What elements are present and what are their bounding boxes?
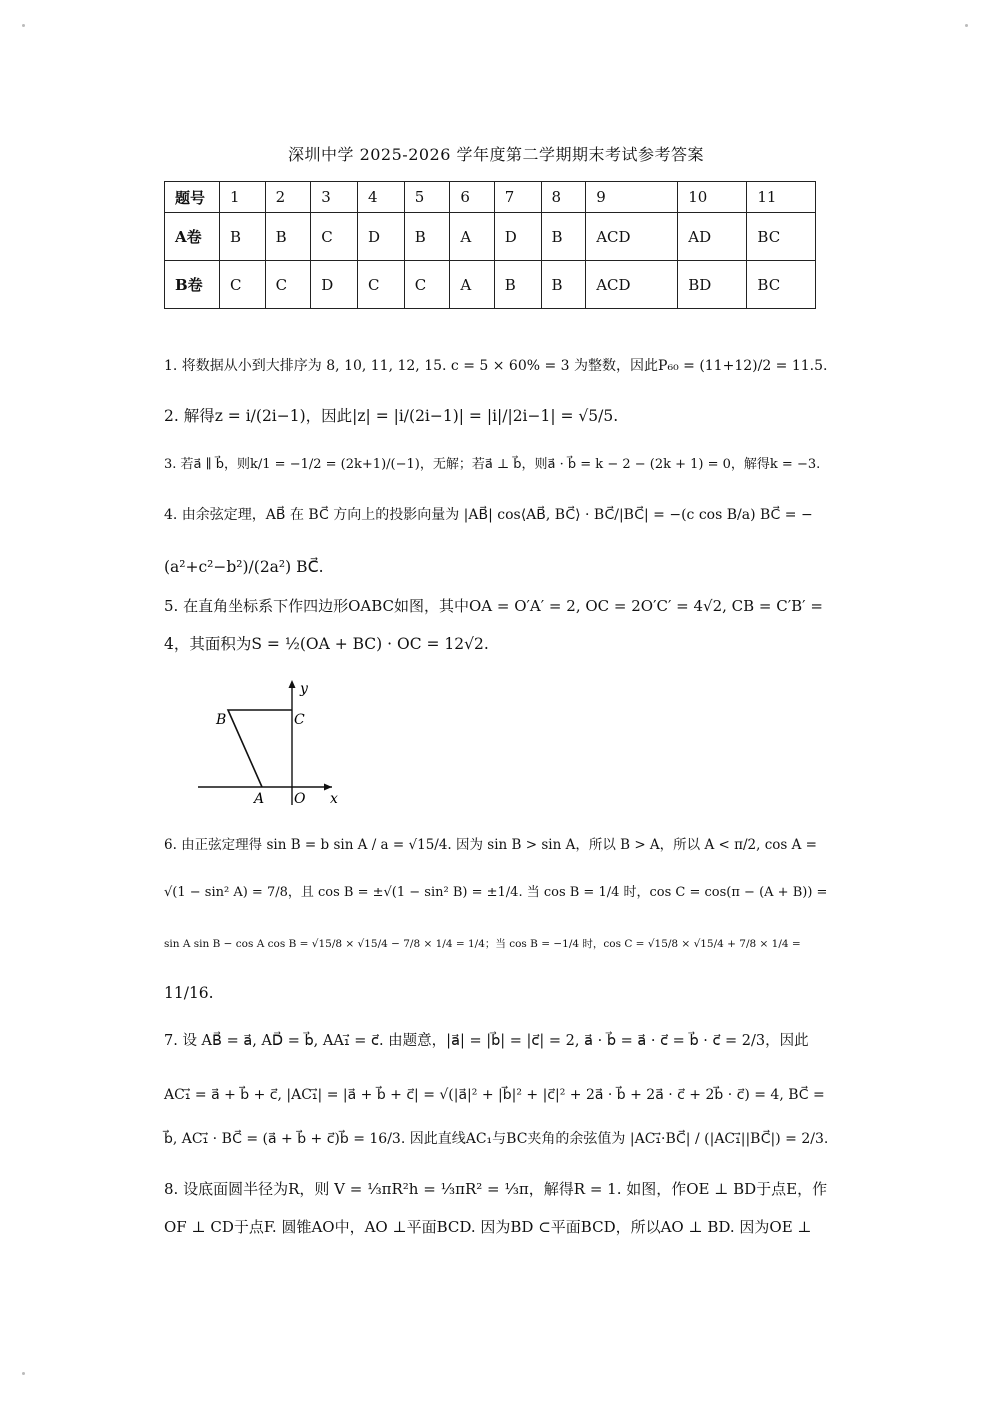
quadrilateral-edges	[228, 710, 292, 787]
question-number: 8	[541, 182, 586, 213]
answer-cell: C	[311, 213, 358, 261]
answer-cell: B	[404, 213, 450, 261]
solution-6-line-1: 6. 由正弦定理得 sin B = b sin A / a = √15/4. 因为 sin B > sin A，所以 B > A，所以 A < π/2, cos A =	[164, 837, 817, 853]
answer-cell: B	[220, 213, 266, 261]
x-axis-arrow	[324, 784, 332, 791]
question-number: 6	[450, 182, 494, 213]
solution-5-line-2: 4，其面积为S = ½(OA + BC) · OC = 12√2.	[164, 635, 489, 653]
solution-4-line-2: (a²+c²−b²)/(2a²) BC⃗.	[164, 558, 324, 576]
question-number: 1	[220, 182, 266, 213]
question-number: 10	[678, 182, 747, 213]
row-label: A卷	[165, 213, 220, 261]
label-c: C	[294, 712, 305, 728]
solution-4-line-1: 4. 由余弦定理，AB⃗ 在 BC⃗ 方向上的投影向量为 |AB⃗| cos⟨AB⃗, BC⃗⟩ · BC⃗/|BC⃗| = −(c cos B/a) BC⃗ = −	[164, 507, 813, 523]
question-number: 4	[358, 182, 405, 213]
answer-cell: B	[541, 261, 586, 309]
scan-speck	[22, 24, 25, 27]
answer-cell: D	[311, 261, 358, 309]
solution-7-line-3: b⃗, AC₁⃗ · BC⃗ = (a⃗ + b⃗ + c⃗)b⃗ = 16/3. 因此直线AC₁与BC夹角的余弦值为 |AC₁⃗·BC⃗| / (|AC₁⃗||BC⃗|) = 2/3.	[164, 1131, 829, 1147]
answer-table-header-row	[165, 182, 816, 213]
solution-7-line-2: AC₁⃗ = a⃗ + b⃗ + c⃗, |AC₁⃗| = |a⃗ + b⃗ + c⃗| = √(|a⃗|² + |b⃗|² + |c⃗|² + 2a⃗ · b⃗ + 2a⃗ · c⃗ + 2b⃗ · c⃗) = 4, BC⃗ =	[164, 1087, 825, 1103]
solution-8-line-2: OF ⊥ CD于点F. 圆锥AO中，AO ⊥平面BCD. 因为BD ⊂平面BCD，所以AO ⊥ BD. 因为OE ⊥	[164, 1218, 812, 1236]
solution-2: 2. 解得z = i/(2i−1)，因此|z| = |i/(2i−1)| = |i|/|2i−1| = √5/5.	[164, 407, 619, 425]
answer-row-a	[165, 213, 816, 261]
y-axis-arrow	[289, 680, 296, 688]
solution-6-line-4: 11/16.	[164, 984, 214, 1002]
answer-cell: BD	[678, 261, 747, 309]
question-number: 5	[404, 182, 450, 213]
answer-cell: A	[450, 213, 494, 261]
label-o: O	[294, 791, 306, 807]
solution-1: 1. 将数据从小到大排序为 8, 10, 11, 12, 15. c = 5 × 60% = 3 为整数，因此P₆₀ = (11+12)/2 = 11.5.	[164, 358, 828, 374]
solution-6-line-2: √(1 − sin² A) = 7/8，且 cos B = ±√(1 − sin² B) = ±1/4. 当 cos B = 1/4 时，cos C = cos(π − (A + B)) =	[164, 885, 828, 900]
scan-speck	[965, 24, 968, 27]
answer-cell: C	[220, 261, 266, 309]
label-a: A	[254, 791, 265, 807]
answer-cell: A	[450, 261, 494, 309]
solution-8-line-1: 8. 设底面圆半径为R，则 V = ⅓πR²h = ⅓πR² = ⅓π，解得R = 1. 如图，作OE ⊥ BD于点E，作	[164, 1180, 828, 1198]
solution-7-line-1: 7. 设 AB⃗ = a⃗, AD⃗ = b⃗, AA₁⃗ = c⃗. 由题意，|a⃗| = |b⃗| = |c⃗| = 2, a⃗ · b⃗ = a⃗ · c⃗ = b⃗ · c⃗ = 2/3，因此	[164, 1033, 809, 1049]
solution-3: 3. 若a⃗ ∥ b⃗，则k/1 = −1/2 = (2k+1)/(−1)，无解；若a⃗ ⊥ b⃗，则a⃗ · b⃗ = k − 2 − (2k + 1) = 0，解得k = −3.	[164, 457, 821, 472]
question-number: 11	[747, 182, 816, 213]
question-number: 2	[265, 182, 311, 213]
answer-cell: B	[265, 213, 311, 261]
solution-6-line-3: sin A sin B − cos A cos B = √15/8 × √15/4 − 7/8 × 1/4 = 1/4；当 cos B = −1/4 时，cos C = √15/8 × √15/4 + 7/8 × 1/4 =	[164, 938, 801, 950]
answer-cell: C	[358, 261, 405, 309]
answer-cell: B	[541, 213, 586, 261]
answer-cell: D	[358, 213, 405, 261]
label-b: B	[216, 712, 227, 728]
scan-speck	[22, 1372, 25, 1375]
question-number: 7	[494, 182, 541, 213]
answer-cell: BC	[747, 213, 816, 261]
answer-cell: ACD	[586, 213, 678, 261]
row-label: B卷	[165, 261, 220, 309]
page-title: 深圳中学 2025-2026 学年度第二学期期末考试参考答案	[287, 145, 705, 164]
solution-5-line-1: 5. 在直角坐标系下作四边形OABC如图，其中OA = O′A′ = 2, OC = 2O′C′ = 4√2, CB = C′B′ =	[164, 597, 823, 615]
header-label: 题号	[165, 182, 220, 213]
answer-cell: D	[494, 213, 541, 261]
answer-row-b	[165, 261, 816, 309]
answer-table	[164, 181, 816, 309]
label-x: x	[330, 791, 338, 807]
answer-cell: B	[494, 261, 541, 309]
label-y: y	[300, 681, 308, 697]
quadrilateral-figure	[190, 676, 350, 811]
answer-cell: ACD	[586, 261, 678, 309]
answer-cell: BC	[747, 261, 816, 309]
answer-cell: C	[404, 261, 450, 309]
question-number: 9	[586, 182, 678, 213]
question-number: 3	[311, 182, 358, 213]
answer-cell: AD	[678, 213, 747, 261]
answer-cell: C	[265, 261, 311, 309]
